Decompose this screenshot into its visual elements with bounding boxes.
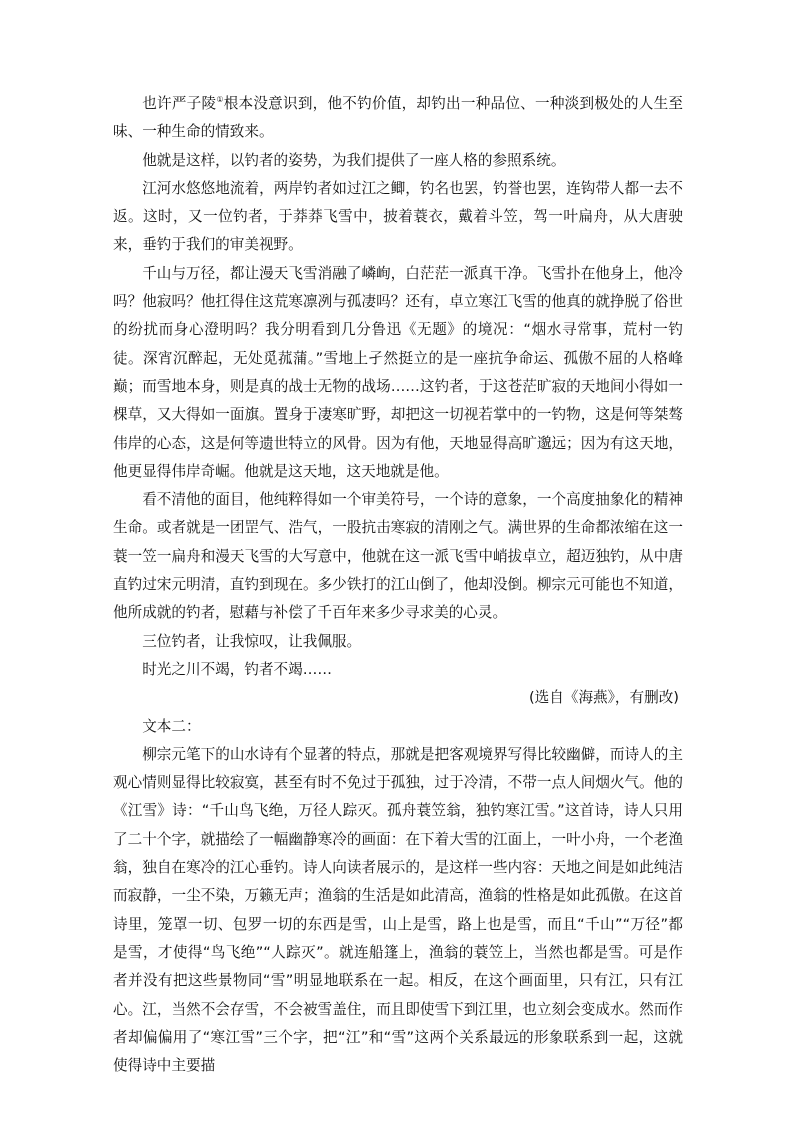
text2-heading: 文本二：: [142, 717, 201, 735]
paragraph-5: 看不清他的面目，他纯粹得如一个审美符号，一个诗的意象，一个高度抽象化的精神生命。或者就是一团罡气、浩气，一股抗击寒寂的清刚之气。满世界的生命都浓缩在这一蓑一笠一扁舟和漫天飞雪的大写意中，他就在这一派飞雪中峭拔卓立，超迈独钓，从中唐直钓过宋元明清，直钓到现在。多少铁打的江山倒了，他却没倒。柳宗元可能也不知道，他所成就的钓者，慰藉与补偿了千百年来多少寻求美的心灵。: [113, 491, 683, 622]
paragraph-1-text-end: 根本没意识到，他不钓价值，却钓出一种品位、一种淡到极处的人生至味、一种生命的情致来。: [113, 95, 683, 141]
paragraph-1: [113, 90, 683, 147]
source-citation: (选自《海燕》，有删改): [528, 689, 679, 707]
footnote-marker: ①: [216, 95, 224, 105]
paragraph-6: 三位钓者，让我惊叹，让我佩服。: [142, 632, 362, 650]
paragraph-3: 江河水悠悠地流着，两岸钓者如过江之鲫，钓名也罢，钓誉也罢，连钩带人都一去不返。这时，又一位钓者，于莽莽飞雪中，披着蓑衣，戴着斗笠，驾一叶扁舟，从大唐驶来，垂钓于我们的审美视野。: [113, 179, 683, 254]
paragraph-2: 他就是这样，以钓者的姿势，为我们提供了一座人格的参照系统。: [142, 151, 566, 169]
article-body: [113, 90, 683, 1080]
paragraph-1-text-start: 也许严子陵: [142, 95, 217, 112]
paragraph-8: 柳宗元笔下的山水诗有个显著的特点，那就是把客观境界写得比较幽僻，而诗人的主观心情则显得比较寂寞，甚至有时不免过于孤独，过于冷清，不带一点人间烟火气。他的《江雪》诗：“千山鸟飞绝，万径人踪灭。孤舟蓑笠翁，独钓寒江雪。”这首诗，诗人只用了二十个字，就描绘了一幅幽静寒冷的画面：在下着大雪的江面上，一叶小舟，一个老渔翁，独自在寒冷的江心垂钓。诗人向读者展示的，是这样一些内容：天地之间是如此纯洁而寂静，一尘不染，万籁无声；渔翁的生活是如此清高，渔翁的性格是如此孤傲。在这首诗里，笼罩一切、包罗一切的东西是雪，山上是雪，路上也是雪，而且“千山”“万径”都是雪，才使得“鸟飞绝”“人踪灭”。就连船篷上，渔翁的蓑笠上，当然也都是雪。可是作者并没有把这些景物同“雪”明显地联系在一起。相反，在这个画面里，只有江，只有江心。江，当然不会存雪，不会被雪盖住，而且即使雪下到江里，也立刻会变成水。然而作者却偏偏用了“寒江雪”三个字，把“江”和“雪”这两个关系最远的形象联系到一起，这就使得诗中主要描: [113, 745, 683, 1075]
paragraph-4: 千山与万径，都让漫天飞雪消融了嶙峋，白茫茫一派真干净。飞雪扑在他身上，他冷吗？他寂吗？他扛得住这荒寒凛冽与孤凄吗？还有，卓立寒江飞雪的他真的就挣脱了俗世的纷扰而身心澄明吗？我分明看到几分鲁迅《无题》的境况：“烟水寻常事，荒村一钓徒。深宵沉醉起，无处觅菰蒲。”雪地上孑然挺立的是一座抗争命运、孤傲不屈的人格峰巅；而雪地本身，则是真的战士无物的战场……这钓者，于这苍茫旷寂的天地间小得如一棵草，又大得如一面旗。置身于凄寒旷野，却把这一切视若掌中的一钓物，这是何等桀骜伟岸的心态，这是何等遗世特立的风骨。因为有他，天地显得高旷邈远；因为有这天地，他更显得伟岸奇崛。他就是这天地，这天地就是他。: [113, 264, 683, 480]
paragraph-7: 时光之川不竭，钓者不竭……: [142, 660, 332, 678]
